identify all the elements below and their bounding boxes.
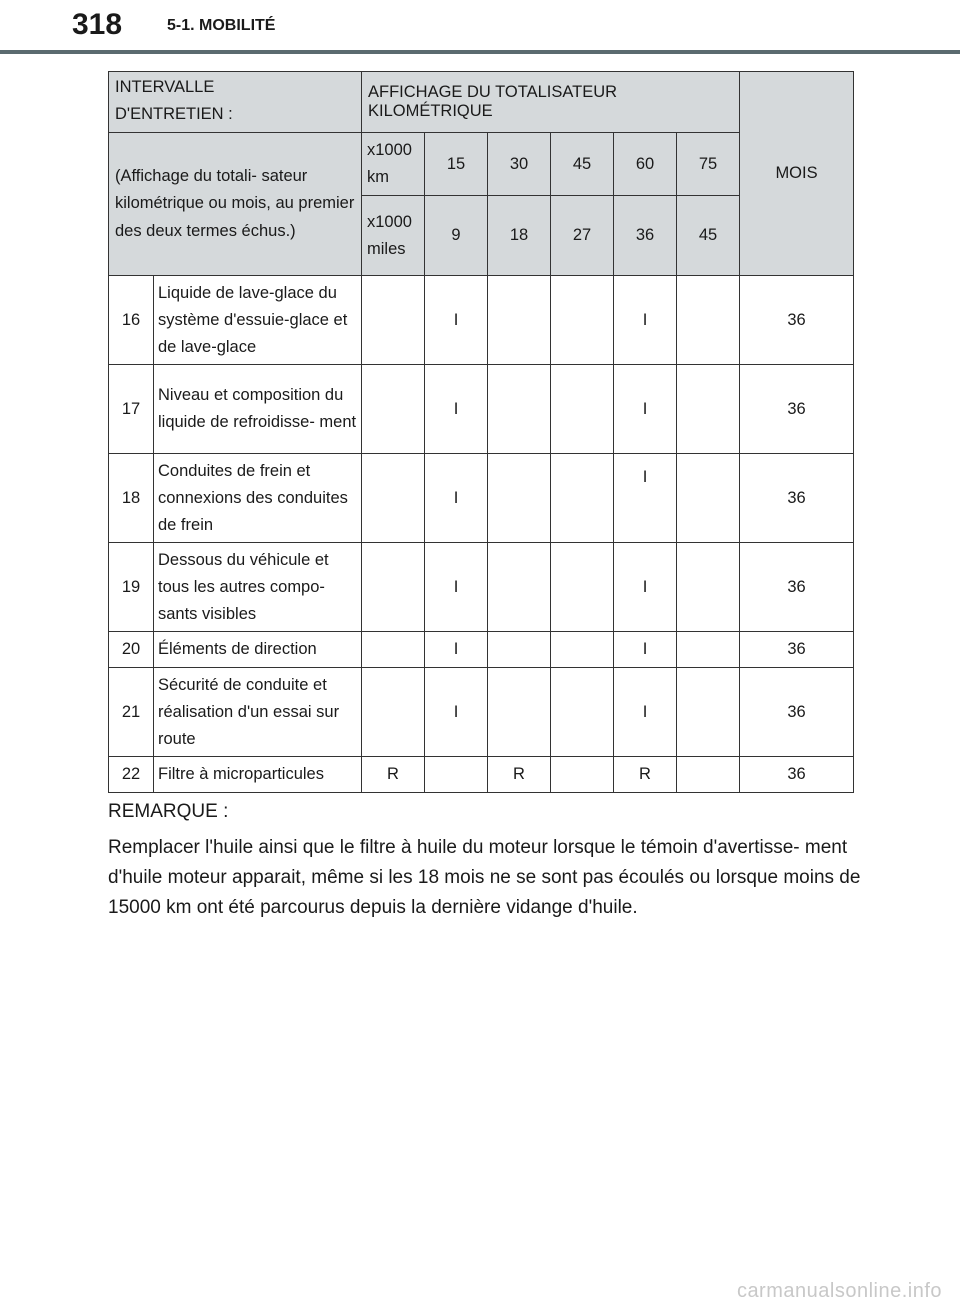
cell-90 — [677, 454, 740, 543]
item-number: 21 — [109, 668, 154, 757]
cell-90 — [677, 365, 740, 454]
miles-unit-cell — [362, 196, 425, 276]
km-unit-cell — [362, 133, 425, 196]
cell-75: I — [614, 454, 677, 543]
item-number: 17 — [109, 365, 154, 454]
miles-value: 27 — [551, 196, 614, 276]
cell-30: I — [425, 668, 488, 757]
item-description: Liquide de lave-glace du système d'essuie-glace et de lave-glace — [154, 276, 362, 365]
header-divider — [0, 50, 960, 54]
interval-label: INTERVALLE D'ENTRETIEN : — [115, 78, 233, 123]
cell-45: R — [488, 757, 551, 793]
cell-60 — [551, 632, 614, 668]
note-title: REMARQUE : — [108, 801, 229, 822]
item-description: Conduites de frein et connexions des conduites de frein — [154, 454, 362, 543]
cell-30: I — [425, 276, 488, 365]
cell-30: I — [425, 365, 488, 454]
cell-30: I — [425, 632, 488, 668]
cell-15 — [362, 276, 425, 365]
miles-value: 45 — [677, 196, 740, 276]
cell-60 — [551, 276, 614, 365]
table-row — [109, 668, 854, 757]
item-description: Filtre à microparticules — [154, 757, 362, 793]
months-value: 36 — [740, 543, 854, 632]
cell-60 — [551, 543, 614, 632]
months-value: 36 — [740, 757, 854, 793]
cell-60 — [551, 668, 614, 757]
months-value: 36 — [740, 276, 854, 365]
cell-90 — [677, 632, 740, 668]
cell-90 — [677, 276, 740, 365]
cell-45 — [488, 543, 551, 632]
table-row — [109, 276, 854, 365]
cell-60 — [551, 757, 614, 793]
km-value: 75 — [677, 133, 740, 196]
cell-15: R — [362, 757, 425, 793]
item-number: 19 — [109, 543, 154, 632]
cell-30: I — [425, 543, 488, 632]
cell-75: I — [614, 668, 677, 757]
cell-45 — [488, 668, 551, 757]
item-description: Dessous du véhicule et tous les autres compo- sants visibles — [154, 543, 362, 632]
cell-75: I — [614, 276, 677, 365]
item-number: 18 — [109, 454, 154, 543]
cell-90 — [677, 757, 740, 793]
cell-15 — [362, 632, 425, 668]
months-label: MOIS — [775, 164, 818, 182]
cell-60 — [551, 365, 614, 454]
item-description: Sécurité de conduite et réalisation d'un essai sur route — [154, 668, 362, 757]
item-description: Éléments de direction — [154, 632, 362, 668]
cell-75: I — [614, 543, 677, 632]
km-value: 15 — [425, 133, 488, 196]
cell-30: I — [425, 454, 488, 543]
cell-15 — [362, 543, 425, 632]
cell-15 — [362, 454, 425, 543]
months-value: 36 — [740, 454, 854, 543]
cell-75: R — [614, 757, 677, 793]
months-value: 36 — [740, 632, 854, 668]
table-row — [109, 757, 854, 793]
odometer-label: AFFICHAGE DU TOTALISATEUR KILOMÉTRIQUE — [368, 83, 618, 120]
note-body: Remplacer l'huile ainsi que le filtre à huile du moteur lorsque le témoin d'avertisse- ment d'huile moteur apparait, même si les 18 mois ne se sont pas écoulés ou lorsque moins de 15000 km ont été parcourus depuis la dernière vidange d'huile. — [108, 837, 861, 918]
months-header-cell — [740, 72, 854, 276]
cell-90 — [677, 543, 740, 632]
cell-15 — [362, 668, 425, 757]
cell-45 — [488, 365, 551, 454]
km-value: 60 — [614, 133, 677, 196]
months-value: 36 — [740, 365, 854, 454]
cell-75: I — [614, 632, 677, 668]
miles-value: 9 — [425, 196, 488, 276]
km-value: 45 — [551, 133, 614, 196]
cell-45 — [488, 454, 551, 543]
km-unit: x1000 km — [367, 141, 412, 186]
item-number: 20 — [109, 632, 154, 668]
miles-value: 36 — [614, 196, 677, 276]
maintenance-table — [108, 71, 854, 793]
cell-30 — [425, 757, 488, 793]
item-description: Niveau et composition du liquide de refroidisse- ment — [154, 365, 362, 454]
side-note-cell — [109, 133, 362, 276]
watermark: carmanualsonline.info — [736, 1280, 942, 1302]
cell-60 — [551, 454, 614, 543]
cell-90 — [677, 668, 740, 757]
page-number: 318 — [72, 8, 123, 41]
odometer-header-cell — [362, 72, 740, 133]
table-row — [109, 365, 854, 454]
table-row — [109, 454, 854, 543]
months-value: 36 — [740, 668, 854, 757]
cell-45 — [488, 276, 551, 365]
miles-value: 18 — [488, 196, 551, 276]
miles-unit: x1000 miles — [367, 212, 412, 258]
item-number: 16 — [109, 276, 154, 365]
cell-75: I — [614, 365, 677, 454]
cell-15 — [362, 365, 425, 454]
side-note: (Affichage du totali- sateur kilométrique ou mois, au premier des deux termes échus.) — [115, 166, 355, 240]
interval-label-cell — [109, 72, 362, 133]
note-section — [108, 797, 868, 923]
section-title: 5-1. MOBILITÉ — [167, 17, 276, 34]
table-row — [109, 632, 854, 668]
table-row — [109, 543, 854, 632]
item-number: 22 — [109, 757, 154, 793]
cell-45 — [488, 632, 551, 668]
km-value: 30 — [488, 133, 551, 196]
